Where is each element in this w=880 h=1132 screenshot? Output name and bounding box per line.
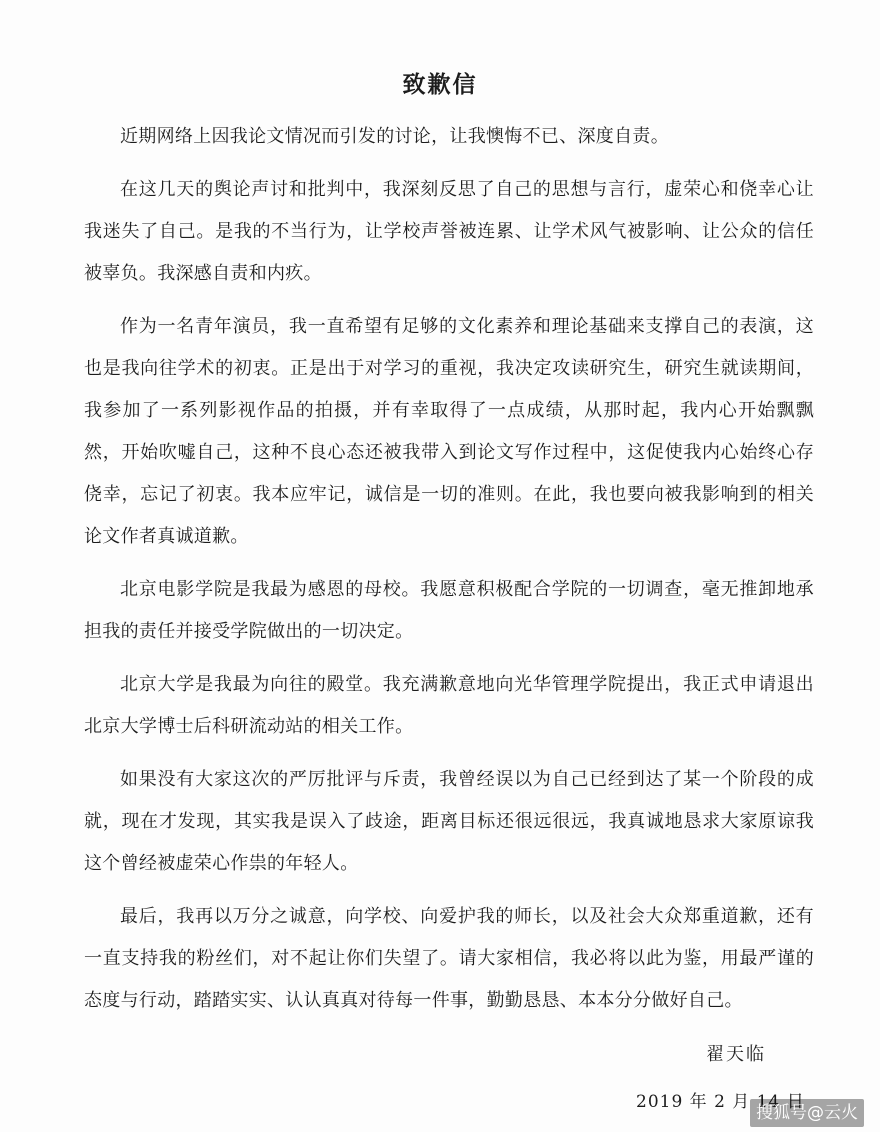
watermark: 搜狐号@云火 <box>750 1099 864 1127</box>
signature: 翟天临 <box>706 1044 766 1065</box>
paragraph: 如果没有大家这次的严厉批评与斥责，我曾经误以为自己已经到达了某一个阶段的成就，现在才发现，其实我是误入了歧途，距离目标还很远很远，我真诚地恳求大家原谅我这个曾经被虚荣心作祟的年轻人。 <box>84 769 814 874</box>
paragraph: 北京电影学院是我最为感恩的母校。我愿意积极配合学院的一切调查，毫无推卸地承担我的责任并接受学院做出的一切决定。 <box>84 579 814 642</box>
paragraph: 近期网络上因我论文情况而引发的讨论，让我懊悔不已、深度自责。 <box>120 126 669 147</box>
letter-body <box>84 116 814 1033</box>
letter-title: 致歉信 <box>402 71 478 98</box>
paragraph: 北京大学是我最为向往的殿堂。我充满歉意地向光华管理学院提出，我正式申请退出北京大学博士后科研流动站的相关工作。 <box>84 674 814 737</box>
paragraph: 在这几天的舆论声讨和批判中，我深刻反思了自己的思想与言行，虚荣心和侥幸心让我迷失了自己。是我的不当行为，让学校声誉被连累、让学术风气被影响、让公众的信任被辜负。我深感自责和内疚。 <box>84 179 814 284</box>
paragraph: 最后，我再以万分之诚意，向学校、向爱护我的师长，以及社会大众郑重道歉，还有一直支持我的粉丝们，对不起让你们失望了。请大家相信，我必将以此为鉴，用最严谨的态度与行动，踏踏实实、认认真真对待每一件事，勤勤恳恳、本本分分做好自己。 <box>84 906 814 1011</box>
letter-date: 2019 年 2 月 14 日 <box>636 1092 805 1112</box>
paragraph: 作为一名青年演员，我一直希望有足够的文化素养和理论基础来支撑自己的表演，这也是我向往学术的初衷。正是出于对学习的重视，我决定攻读研究生，研究生就读期间，我参加了一系列影视作品的拍摄，并有幸取得了一点成绩，从那时起，我内心开始飘飘然，开始吹嘘自己，这种不良心态还被我带入到论文写作过程中，这促使我内心始终心存侥幸，忘记了初衷。我本应牢记，诚信是一切的准则。在此，我也要向被我影响到的相关论文作者真诚道歉。 <box>84 316 814 547</box>
